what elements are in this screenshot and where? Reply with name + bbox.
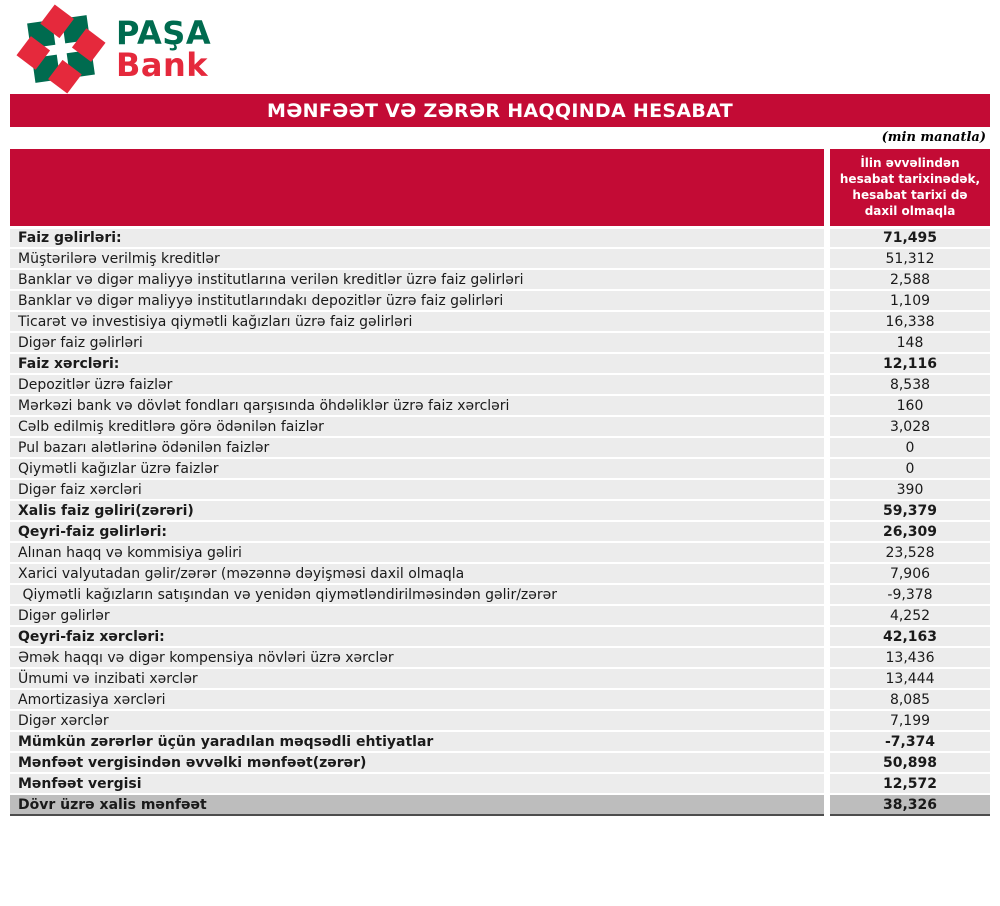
table-row <box>10 731 990 752</box>
row-label: Ümumi və inzibati xərclər <box>10 668 827 689</box>
table-row <box>10 395 990 416</box>
table-row <box>10 353 990 374</box>
row-label: Qiymətli kağızlar üzrə faizlər <box>10 458 827 479</box>
row-value: 71,495 <box>827 227 990 248</box>
row-label: Müştərilərə verilmiş kreditlər <box>10 248 827 269</box>
table-row <box>10 332 990 353</box>
row-value: 59,379 <box>827 500 990 521</box>
row-label: Mərkəzi bank və dövlət fondları qarşısında öhdəliklər üzrə faiz xərcləri <box>10 395 827 416</box>
report-table-body <box>10 227 990 815</box>
table-row <box>10 752 990 773</box>
table-row <box>10 521 990 542</box>
row-label: Mənfəət vergisindən əvvəlki mənfəət(zərər) <box>10 752 827 773</box>
table-row <box>10 416 990 437</box>
row-label: Ticarət və investisiya qiymətli kağızları üzrə faiz gəlirləri <box>10 311 827 332</box>
row-value: -9,378 <box>827 584 990 605</box>
row-value: 4,252 <box>827 605 990 626</box>
row-label: Depozitlər üzrə faizlər <box>10 374 827 395</box>
row-value: 26,309 <box>827 521 990 542</box>
row-value: 160 <box>827 395 990 416</box>
logo-word-bank: Bank <box>116 46 209 84</box>
table-row <box>10 605 990 626</box>
row-value: 23,528 <box>827 542 990 563</box>
bank-logo <box>0 0 1000 88</box>
row-value: 42,163 <box>827 626 990 647</box>
row-label: Banklar və digər maliyyə institutlarındakı depozitlər üzrə faiz gəlirləri <box>10 290 827 311</box>
table-row <box>10 269 990 290</box>
logo-word-pasa: PAŞA <box>116 14 212 52</box>
row-label: Alınan haqq və kommisiya gəliri <box>10 542 827 563</box>
row-label: Xarici valyutadan gəlir/zərər (məzənnə dəyişməsi daxil olmaqla <box>10 563 827 584</box>
row-value: 51,312 <box>827 248 990 269</box>
header-empty-cell <box>10 149 827 227</box>
table-row <box>10 248 990 269</box>
table-row <box>10 710 990 731</box>
row-label: Faiz gəlirləri: <box>10 227 827 248</box>
table-row <box>10 689 990 710</box>
row-value: 38,326 <box>827 794 990 815</box>
row-value: 7,199 <box>827 710 990 731</box>
row-value: 13,444 <box>827 668 990 689</box>
row-value: 148 <box>827 332 990 353</box>
table-row <box>10 626 990 647</box>
table-row <box>10 479 990 500</box>
row-label: Qeyri-faiz gəlirləri: <box>10 521 827 542</box>
row-label: Mənfəət vergisi <box>10 773 827 794</box>
table-row <box>10 290 990 311</box>
row-label: Digər xərclər <box>10 710 827 731</box>
header-value-cell: İlin əvvəlindən hesabat tarixinədək, hesabat tarixi də daxil olmaqla <box>827 149 990 227</box>
row-label: Mümkün zərərlər üçün yaradılan məqsədli ehtiyatlar <box>10 731 827 752</box>
report-table <box>10 149 990 816</box>
row-value: 12,572 <box>827 773 990 794</box>
table-row <box>10 542 990 563</box>
table-row <box>10 647 990 668</box>
table-row <box>10 227 990 248</box>
table-row <box>10 668 990 689</box>
row-label: Digər faiz gəlirləri <box>10 332 827 353</box>
row-value: 7,906 <box>827 563 990 584</box>
table-row <box>10 311 990 332</box>
pasha-bank-logo-icon <box>17 5 105 93</box>
row-label: Digər gəlirlər <box>10 605 827 626</box>
table-row <box>10 773 990 794</box>
row-label: Digər faiz xərcləri <box>10 479 827 500</box>
row-label: Dövr üzrə xalis mənfəət <box>10 794 827 815</box>
row-value: -7,374 <box>827 731 990 752</box>
report-title: MƏNFƏƏT VƏ ZƏRƏR HAQQINDA HESABAT <box>267 99 733 122</box>
row-value: 0 <box>827 437 990 458</box>
row-value: 0 <box>827 458 990 479</box>
row-label: Qiymətli kağızların satışından və yenidən qiymətləndirilməsindən gəlir/zərər <box>10 584 827 605</box>
table-header-row <box>10 149 990 227</box>
row-label: Əmək haqqı və digər kompensiya növləri üzrə xərclər <box>10 647 827 668</box>
report-title-banner <box>10 94 990 127</box>
table-row <box>10 374 990 395</box>
row-value: 50,898 <box>827 752 990 773</box>
row-label: Amortizasiya xərcləri <box>10 689 827 710</box>
row-label: Banklar və digər maliyyə institutlarına verilən kreditlər üzrə faiz gəlirləri <box>10 269 827 290</box>
table-row <box>10 584 990 605</box>
bank-logo-text <box>116 14 212 84</box>
row-label: Xalis faiz gəliri(zərəri) <box>10 500 827 521</box>
row-label: Faiz xərcləri: <box>10 353 827 374</box>
row-value: 3,028 <box>827 416 990 437</box>
table-row <box>10 563 990 584</box>
table-row <box>10 437 990 458</box>
unit-note: (min manatla) <box>881 130 986 145</box>
row-value: 16,338 <box>827 311 990 332</box>
table-row <box>10 500 990 521</box>
row-value: 390 <box>827 479 990 500</box>
row-value: 8,538 <box>827 374 990 395</box>
row-value: 8,085 <box>827 689 990 710</box>
row-label: Cəlb edilmiş kreditlərə görə ödənilən faizlər <box>10 416 827 437</box>
table-row <box>10 458 990 479</box>
row-label: Qeyri-faiz xərcləri: <box>10 626 827 647</box>
table-row <box>10 794 990 815</box>
row-label: Pul bazarı alətlərinə ödənilən faizlər <box>10 437 827 458</box>
row-value: 1,109 <box>827 290 990 311</box>
row-value: 12,116 <box>827 353 990 374</box>
row-value: 2,588 <box>827 269 990 290</box>
row-value: 13,436 <box>827 647 990 668</box>
